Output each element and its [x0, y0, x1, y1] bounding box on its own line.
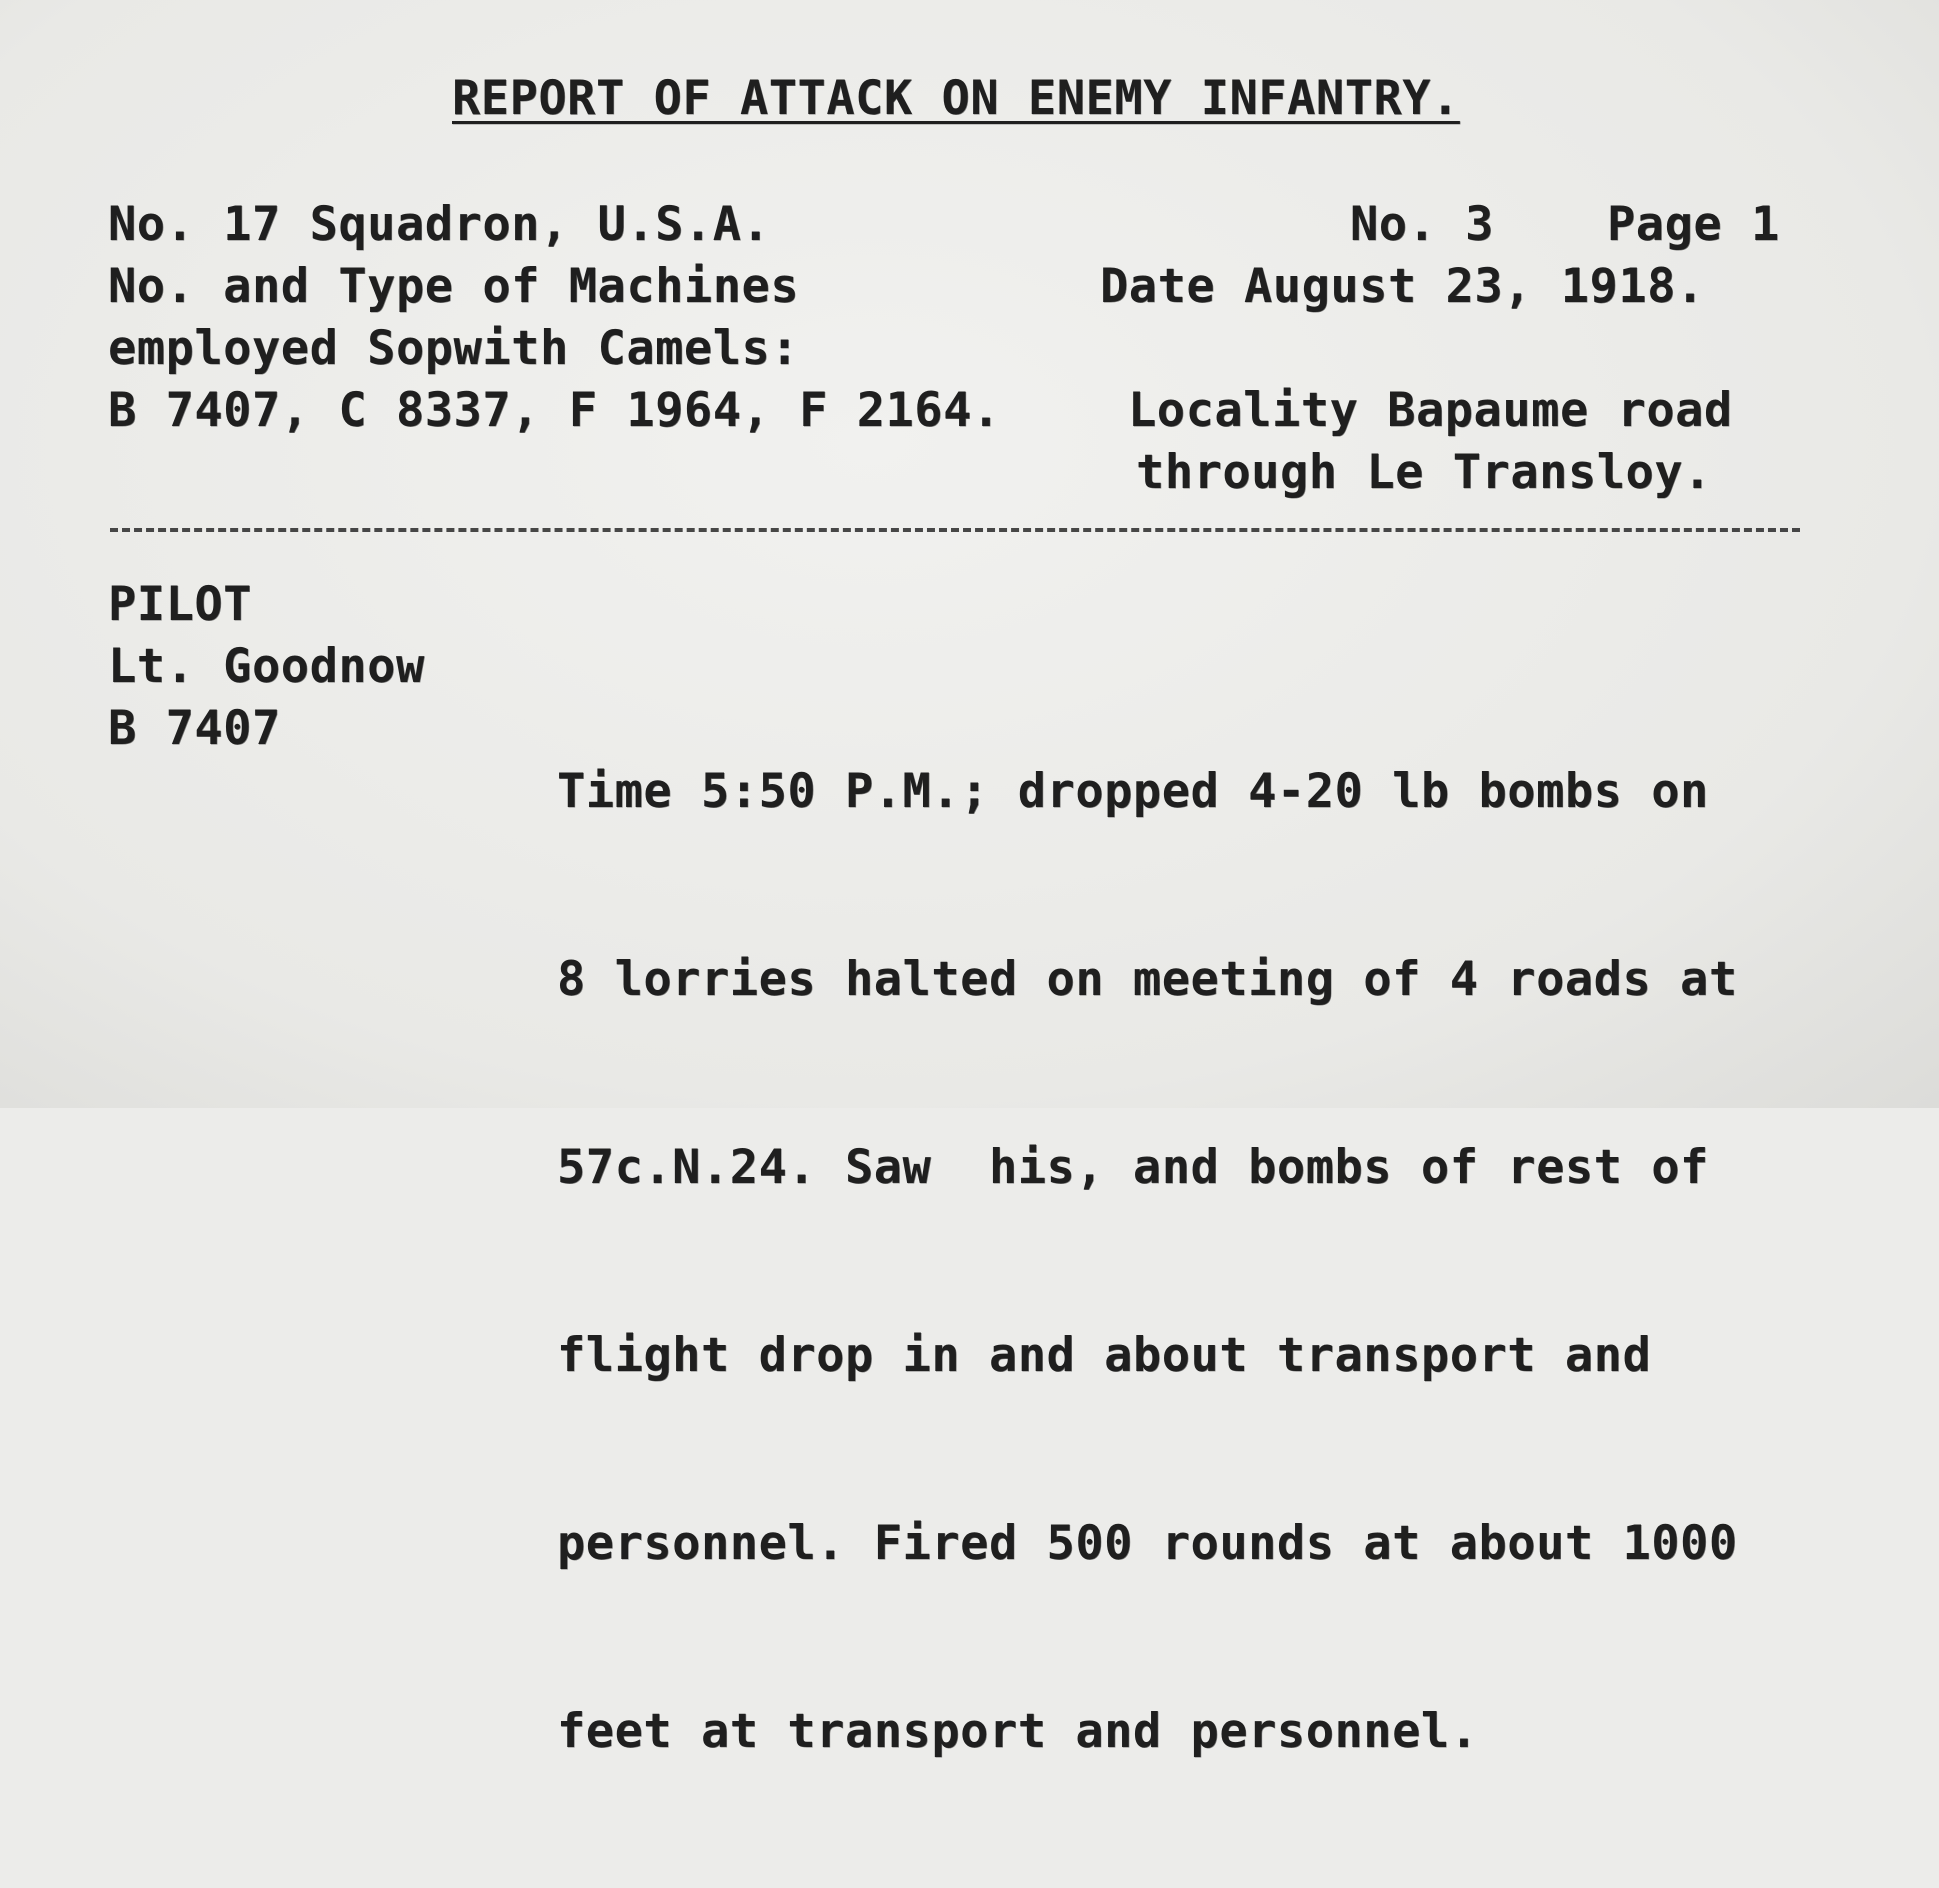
dashed-divider — [110, 528, 1800, 532]
squadron-line: No. 17 Squadron, U.S.A. — [108, 197, 771, 252]
narrative-line: Time 5:50 P.M.; dropped 4-20 lb bombs on — [557, 764, 1709, 819]
machines-label: No. and Type of Machines — [108, 259, 800, 314]
page-number: Page 1 — [1607, 197, 1780, 252]
employed-line: employed Sopwith Camels: — [108, 321, 800, 376]
locality-line-2: through Le Transloy. — [1136, 445, 1712, 500]
locality-line-1: Locality Bapaume road — [1128, 383, 1733, 438]
narrative-line: feet at transport and personnel. — [557, 1704, 1479, 1759]
pilot-heading: PILOT — [108, 577, 252, 632]
report-title: REPORT OF ATTACK ON ENEMY INFANTRY. — [452, 71, 1460, 126]
pilot-machine: B 7407 — [108, 701, 281, 756]
narrative-line: flight drop in and about transport and — [557, 1328, 1652, 1383]
report-date: Date August 23, 1918. — [1100, 259, 1705, 314]
machine-serials: B 7407, C 8337, F 1964, F 2164. — [108, 383, 1001, 438]
narrative-line: 8 lorries halted on meeting of 4 roads at — [557, 952, 1738, 1007]
narrative-line: personnel. Fired 500 rounds at about 1000 — [557, 1516, 1738, 1571]
pilot-name: Lt. Goodnow — [108, 639, 425, 694]
report-number: No. 3 — [1350, 197, 1494, 252]
attack-narrative — [557, 636, 1897, 1888]
narrative-line: 57c.N.24. Saw his, and bombs of rest of — [557, 1140, 1709, 1195]
